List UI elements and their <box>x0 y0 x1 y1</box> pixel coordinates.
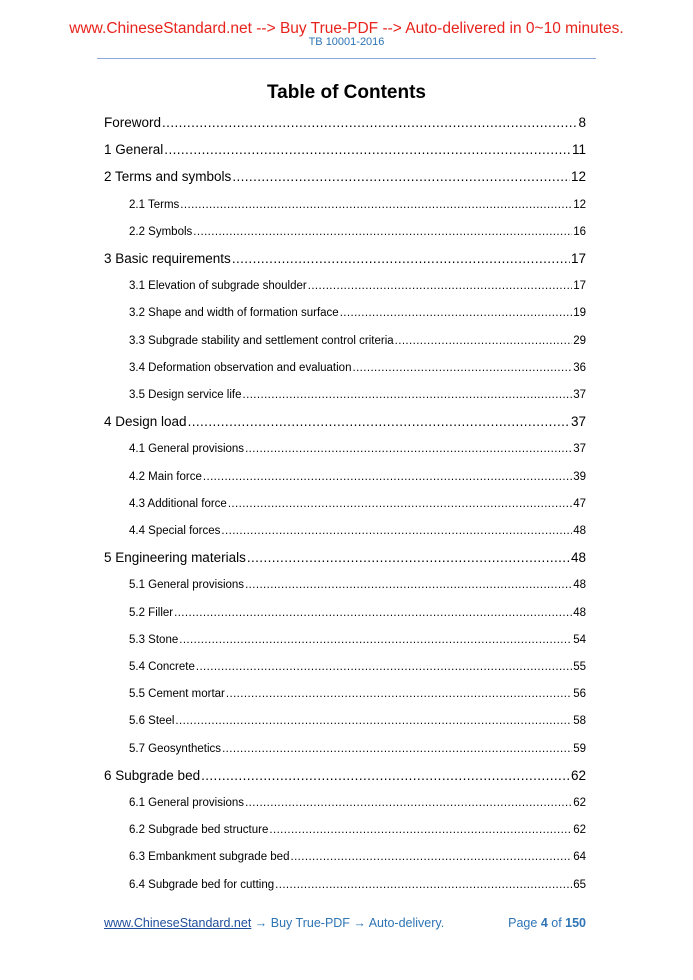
toc-entry-label: 2.1 Terms <box>129 198 180 211</box>
toc-entry-label: 2 Terms and symbols <box>104 169 232 185</box>
page-of: of <box>547 916 566 930</box>
page-prefix: Page <box>508 916 541 930</box>
toc-section-entry[interactable] <box>129 199 586 211</box>
toc-dot-leader <box>269 824 572 836</box>
toc-title: Table of Contents <box>266 82 427 103</box>
toc-entry-label: 5.6 Steel <box>129 715 175 728</box>
toc-entry-label: 4 Design load <box>104 414 187 430</box>
toc-entry-page: 19 <box>573 307 586 320</box>
toc-entry-label: 4.1 General provisions <box>129 443 245 456</box>
toc-chapter-entry[interactable] <box>104 169 586 184</box>
toc-section-entry[interactable] <box>129 307 586 319</box>
toc-dot-leader <box>232 169 570 184</box>
toc-entry-label: 2.2 Symbols <box>129 225 193 238</box>
toc-entry-page: 29 <box>573 334 586 347</box>
toc-entry-page: 54 <box>573 633 586 646</box>
toc-section-entry[interactable] <box>129 743 586 755</box>
toc-section-entry[interactable] <box>129 607 586 619</box>
toc-entry-page: 62 <box>570 767 586 783</box>
toc-entry-page: 48 <box>573 525 586 537</box>
toc-entry-page: 56 <box>573 688 586 701</box>
toc-dot-leader <box>180 199 572 211</box>
toc-dot-leader <box>340 307 573 319</box>
toc-entry-page: 17 <box>570 251 586 266</box>
toc-dot-leader <box>247 550 570 565</box>
toc-entry-label: 3 Basic requirements <box>104 251 231 266</box>
toc-dot-leader <box>395 335 573 347</box>
toc-entry-label: 6.2 Subgrade bed structure <box>129 824 269 837</box>
toc-entry-label: 5.7 Geosynthetics <box>129 742 222 755</box>
toc-section-entry[interactable] <box>129 797 586 809</box>
toc-section-entry[interactable] <box>129 851 586 863</box>
footer-url[interactable]: www.ChineseStandard.net <box>104 916 252 930</box>
toc-entry-page: 48 <box>570 550 586 566</box>
toc-entry-label: 6.1 General provisions <box>129 797 245 809</box>
toc-entry-label: 6.4 Subgrade bed for cutting <box>129 878 275 891</box>
toc-entry-label: Foreword <box>104 115 162 130</box>
toc-section-entry[interactable] <box>129 879 586 891</box>
toc-entry-page: 47 <box>573 497 586 510</box>
toc-entry-label: 3.1 Elevation of subgrade shoulder <box>129 280 307 293</box>
toc-entry-label: 5.2 Filler <box>129 606 174 619</box>
page-footer <box>104 916 586 930</box>
toc-entry-page: 62 <box>573 797 586 809</box>
toc-entry-page: 17 <box>573 280 586 293</box>
toc-entry-page: 36 <box>573 361 586 374</box>
toc-dot-leader <box>193 226 572 238</box>
toc-dot-leader <box>196 661 572 673</box>
toc-entry-label: 3.3 Subgrade stability and settlement control criteria <box>129 334 394 347</box>
toc-dot-leader <box>188 414 570 429</box>
toc-dot-leader <box>290 851 572 863</box>
toc-dot-leader <box>232 251 570 266</box>
toc-section-entry[interactable] <box>129 525 586 537</box>
toc-entry-label: 3.4 Deformation observation and evaluation <box>129 361 352 374</box>
toc-entry-page: 12 <box>573 198 586 211</box>
toc-section-entry[interactable] <box>129 824 586 836</box>
page-current: 4 <box>540 916 548 930</box>
toc-dot-leader <box>201 768 570 783</box>
toc-entry-page: 8 <box>578 115 586 130</box>
toc-entry-label: 4.2 Main force <box>129 470 202 483</box>
toc-entry-label: 5.1 General provisions <box>129 579 245 592</box>
toc-entry-page: 65 <box>573 878 586 891</box>
toc-chapter-entry[interactable] <box>104 768 586 783</box>
header-divider <box>97 58 596 59</box>
toc-entry-label: 4.3 Additional force <box>129 497 227 510</box>
toc-entry-page: 12 <box>570 169 586 185</box>
toc-entry-page: 64 <box>573 851 586 864</box>
toc-section-entry[interactable] <box>129 634 586 646</box>
toc-dot-leader <box>179 634 572 646</box>
toc-chapter-entry[interactable] <box>104 550 586 565</box>
toc-section-entry[interactable] <box>129 335 586 347</box>
toc-section-entry[interactable] <box>129 226 586 238</box>
footer-link-text: → Buy True-PDF → Auto-delivery. <box>251 916 445 930</box>
footer-link[interactable] <box>104 916 444 930</box>
toc-dot-leader <box>162 115 577 130</box>
toc-dot-leader <box>203 471 572 483</box>
toc-dot-leader <box>245 797 572 809</box>
toc-dot-leader <box>275 879 572 891</box>
toc-chapter-entry[interactable] <box>104 414 586 429</box>
toc-dot-leader <box>228 498 572 510</box>
toc-dot-leader <box>221 525 572 537</box>
toc-dot-leader <box>308 280 572 292</box>
page-total: 150 <box>565 916 586 930</box>
toc-entry-page: 39 <box>573 470 586 483</box>
toc-section-entry[interactable] <box>129 280 586 292</box>
toc-dot-leader <box>226 688 572 700</box>
toc-dot-leader <box>222 743 572 755</box>
toc-dot-leader <box>174 607 572 619</box>
toc-entry-page: 48 <box>573 606 586 619</box>
toc-dot-leader <box>245 443 572 455</box>
toc-entry-label: 5 Engineering materials <box>104 550 246 566</box>
toc-section-entry[interactable] <box>129 498 586 510</box>
toc-dot-leader <box>243 389 573 401</box>
document-code: TB 10001-2016 <box>308 36 385 48</box>
toc-entry-label: 5.3 Stone <box>129 633 179 646</box>
toc-section-entry[interactable] <box>129 688 586 700</box>
toc-section-entry[interactable] <box>129 661 586 673</box>
toc-chapter-entry[interactable] <box>104 142 586 157</box>
toc-entry-page: 37 <box>573 443 586 456</box>
toc-entry-label: 6.3 Embankment subgrade bed <box>129 851 290 864</box>
toc-section-entry[interactable] <box>129 362 586 374</box>
toc-chapter-entry[interactable] <box>104 251 586 266</box>
toc-entry-page: 11 <box>571 142 586 158</box>
toc-dot-leader <box>245 579 572 591</box>
toc-entry-label: 6 Subgrade bed <box>104 767 201 783</box>
toc-entry-page: 59 <box>573 742 586 755</box>
toc-entry-page: 37 <box>570 414 586 430</box>
toc-section-entry[interactable] <box>129 471 586 483</box>
toc-entry-label: 3.2 Shape and width of formation surface <box>129 307 339 320</box>
toc-entry-label: 3.5 Design service life <box>129 389 242 401</box>
toc-section-entry[interactable] <box>129 389 586 401</box>
toc-entry-label: 1 General <box>104 142 164 158</box>
toc-section-entry[interactable] <box>129 579 586 591</box>
toc-entry-page: 55 <box>573 661 586 673</box>
toc-chapter-entry[interactable] <box>104 115 586 130</box>
promo-banner[interactable]: www.ChineseStandard.net --> Buy True-PDF --> Auto-delivered in 0~10 minutes. <box>69 20 624 37</box>
toc-section-entry[interactable] <box>129 715 586 727</box>
toc-entry-label: 4.4 Special forces <box>129 525 221 537</box>
toc-entry-page: 16 <box>573 225 586 238</box>
toc-entry-page: 62 <box>573 824 586 837</box>
toc-dot-leader <box>164 142 571 157</box>
toc-dot-leader <box>175 715 572 727</box>
page-indicator <box>508 916 586 930</box>
toc-dot-leader <box>352 362 572 374</box>
toc-entry-page: 37 <box>573 389 586 401</box>
toc-entry-page: 48 <box>573 579 586 592</box>
toc-entry-label: 5.4 Concrete <box>129 661 195 673</box>
toc-entry-label: 5.5 Cement mortar <box>129 688 225 701</box>
toc-entry-page: 58 <box>573 715 586 728</box>
toc-section-entry[interactable] <box>129 443 586 455</box>
